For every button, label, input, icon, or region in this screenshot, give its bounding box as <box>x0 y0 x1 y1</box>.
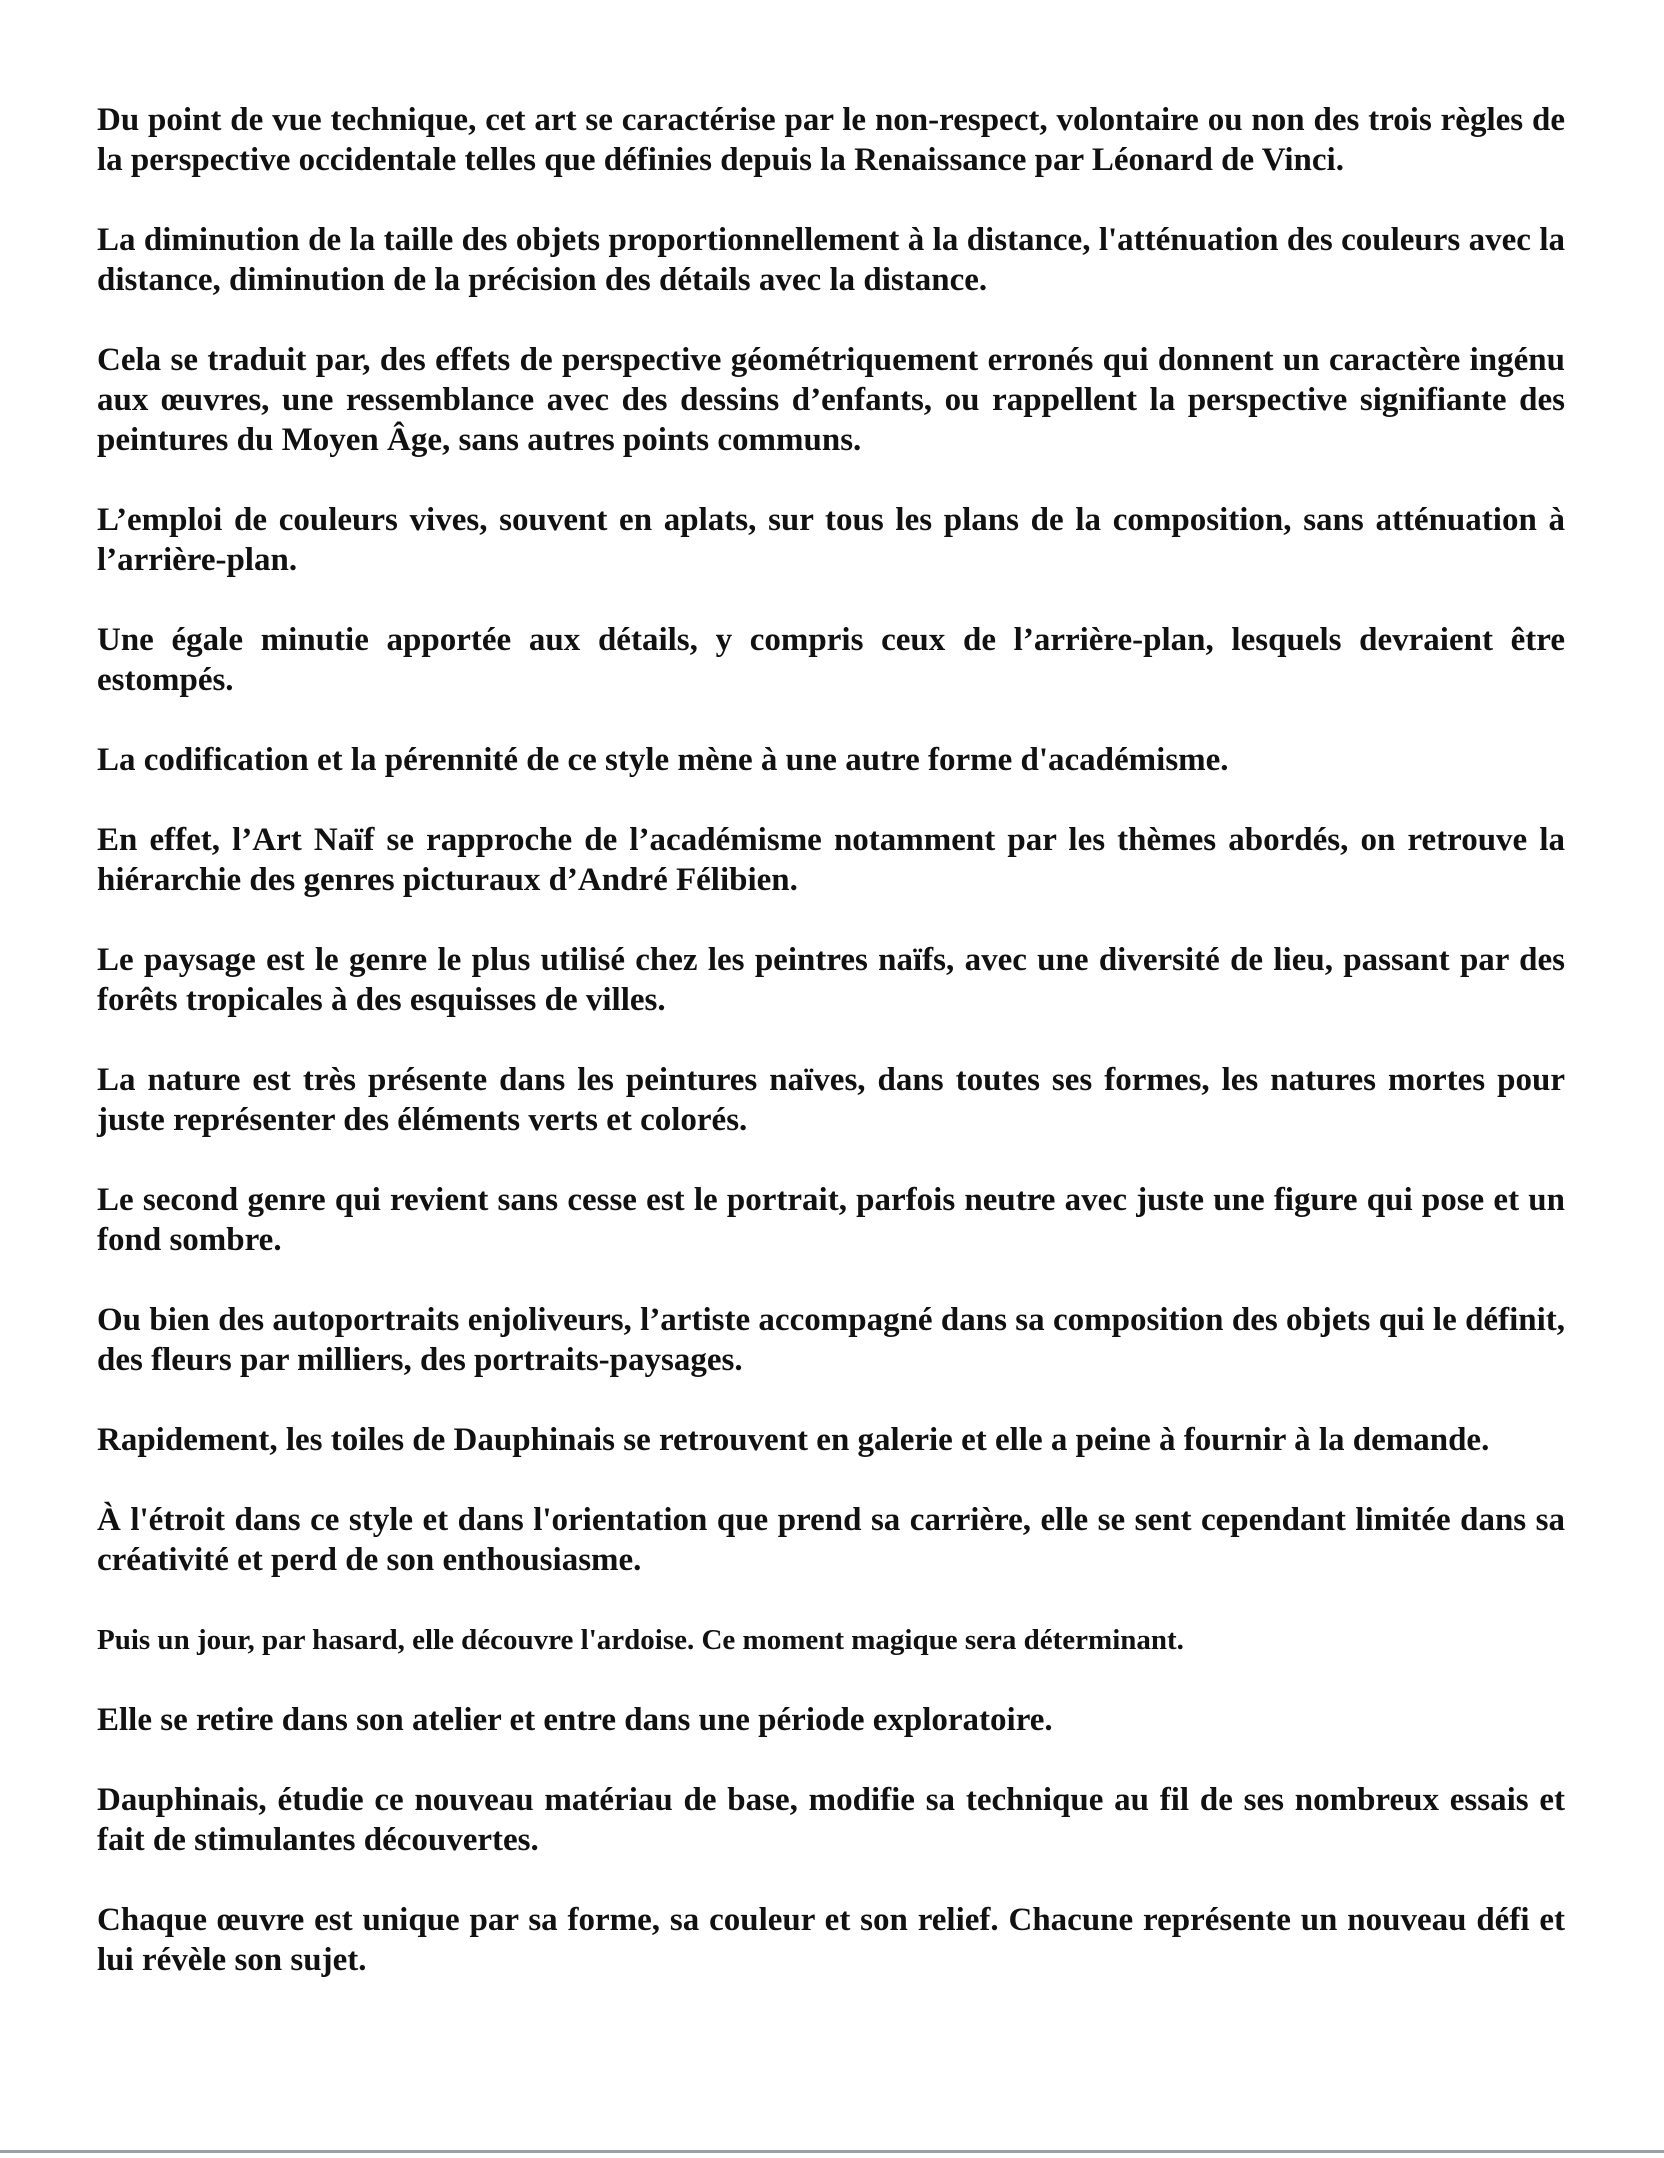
paragraph-paysage: Le paysage est le genre le plus utilisé chez les peintres naïfs, avec une diversité de lieu, passant par des forêts tropicales à des esquisses de villes. <box>97 942 1565 1018</box>
document-body <box>97 100 1565 2020</box>
paragraph-diminution: La diminution de la taille des objets proportionnellement à la distance, l'atténuation des couleurs avec la distance, diminution de la précision des détails avec la distance. <box>97 222 1565 298</box>
paragraph-etroit: À l'étroit dans ce style et dans l'orientation que prend sa carrière, elle se sent cependant limitée dans sa créativité et perd de son enthousiasme. <box>97 1502 1565 1578</box>
paragraph-autoportraits: Ou bien des autoportraits enjoliveurs, l’artiste accompagné dans sa composition des objets qui le définit, des fleurs par milliers, des portraits-paysages. <box>97 1302 1565 1378</box>
paragraph-couleurs: L’emploi de couleurs vives, souvent en aplats, sur tous les plans de la composition, sans atténuation à l’arrière-plan. <box>97 502 1565 578</box>
paragraph-traduction: Cela se traduit par, des effets de perspective géométriquement erronés qui donnent un caractère ingénu aux œuvres, une ressemblance avec des dessins d’enfants, ou rappellent la perspective signifiante des peintures du Moyen Âge, sans autres points communs. <box>97 342 1565 458</box>
paragraph-academisme: En effet, l’Art Naïf se rapproche de l’académisme notamment par les thèmes abordés, on retrouve la hiérarchie des genres picturaux d’André Félibien. <box>97 822 1565 898</box>
paragraph-ardoise: Puis un jour, par hasard, elle découvre l'ardoise. Ce moment magique sera déterminant. <box>97 1624 1184 1656</box>
paragraph-atelier: Elle se retire dans son atelier et entre dans une période exploratoire. <box>97 1702 1053 1738</box>
paragraph-materiau: Dauphinais, étudie ce nouveau matériau de base, modifie sa technique au fil de ses nombreux essais et fait de stimulantes découvertes. <box>97 1782 1565 1858</box>
paragraph-codification: La codification et la pérennité de ce style mène à une autre forme d'académisme. <box>97 742 1229 778</box>
page-bottom-rule <box>0 2150 1664 2153</box>
paragraph-nature: La nature est très présente dans les peintures naïves, dans toutes ses formes, les natures mortes pour juste représenter des éléments verts et colorés. <box>97 1062 1565 1138</box>
paragraph-portrait: Le second genre qui revient sans cesse est le portrait, parfois neutre avec juste une figure qui pose et un fond sombre. <box>97 1182 1565 1258</box>
paragraph-minutie: Une égale minutie apportée aux détails, y compris ceux de l’arrière-plan, lesquels devraient être estompés. <box>97 622 1565 698</box>
paragraph-technique: Du point de vue technique, cet art se caractérise par le non-respect, volontaire ou non des trois règles de la perspective occidentale telles que définies depuis la Renaissance par Léonard de Vinci. <box>97 102 1565 178</box>
paragraph-galerie: Rapidement, les toiles de Dauphinais se retrouvent en galerie et elle a peine à fournir à la demande. <box>97 1422 1490 1458</box>
paragraph-oeuvre: Chaque œuvre est unique par sa forme, sa couleur et son relief. Chacune représente un nouveau défi et lui révèle son sujet. <box>97 1902 1565 1978</box>
